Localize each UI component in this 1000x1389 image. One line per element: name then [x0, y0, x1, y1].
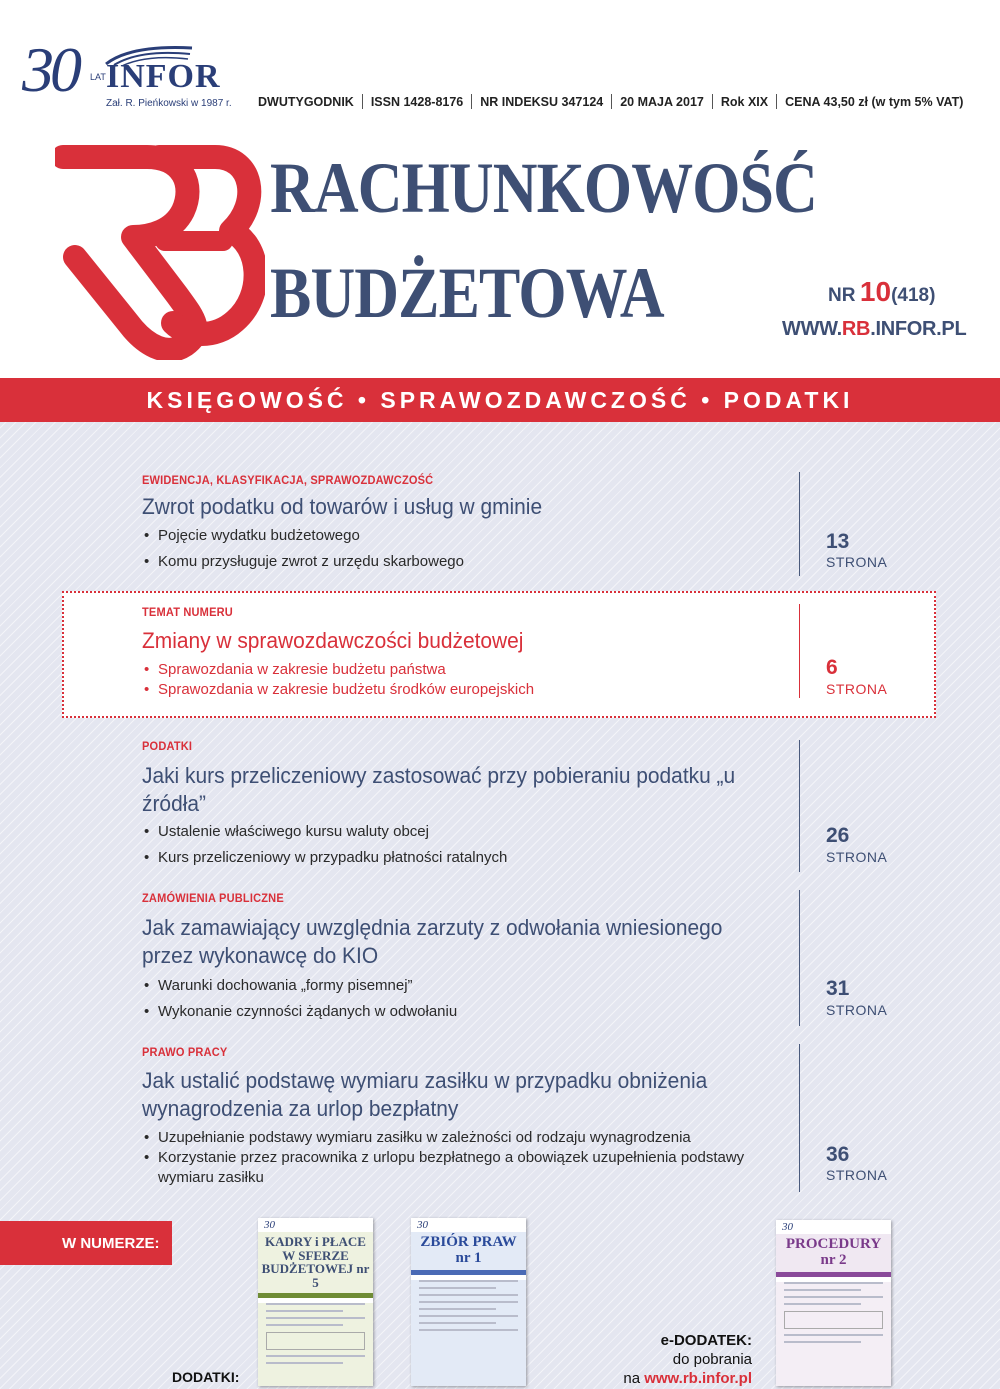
- page-label: STRONA: [826, 681, 888, 697]
- page-number: 26: [826, 824, 850, 847]
- article-section: PRAWO PRACY: [142, 1045, 228, 1059]
- article-bullets: [142, 526, 782, 572]
- in-issue-label: W NUMERZE:: [62, 1235, 160, 1252]
- list-item: • Pojęcie wydatku budżetowego: [142, 526, 782, 546]
- category-band: [0, 378, 1000, 422]
- infor-anniversary-logo: [22, 34, 252, 128]
- meta-separator: [471, 94, 472, 109]
- divider: [799, 890, 800, 1026]
- masthead: [0, 0, 1000, 378]
- anniversary-number: 30: [22, 34, 78, 105]
- list-item: • Warunki dochowania „formy pisemnej”: [142, 976, 782, 996]
- meta-date: 20 MAJA 2017: [620, 94, 704, 109]
- list-item: • Sprawozdania w zakresie budżetu państwa: [142, 660, 782, 680]
- article-headline: Zmiany w sprawozdawczości budżetowej: [142, 628, 524, 653]
- article-bullets: [142, 660, 782, 700]
- issue-number-value: 10: [859, 276, 892, 307]
- issue-meta-bar: [258, 94, 963, 109]
- magazine-title-line1: RACHUNKOWOŚĆ: [270, 148, 818, 228]
- page-label: STRONA: [826, 849, 888, 865]
- meta-price: CENA 43,50 zł (w tym 5% VAT): [785, 94, 964, 109]
- category-list: KSIĘGOWOŚĆ • SPRAWOZDAWCZOŚĆ • PODATKI: [146, 386, 854, 413]
- supplements-label: DODATKI:: [172, 1369, 240, 1385]
- page-label: STRONA: [826, 1002, 888, 1018]
- e-supplement-link[interactable]: www.rb.infor.pl: [644, 1370, 752, 1387]
- article-headline: Zwrot podatku od towarów i usług w gminie: [142, 494, 543, 519]
- article-bullets: [142, 1128, 782, 1188]
- list-item: • Sprawozdania w zakresie budżetu środków europejskich: [142, 680, 782, 700]
- magazine-title-line2: BUDŻETOWA: [270, 253, 664, 333]
- page-number: 13: [826, 530, 850, 553]
- supplement-cover-kadry[interactable]: [258, 1218, 373, 1386]
- page-number: 6: [826, 656, 838, 679]
- list-item: • Korzystanie przez pracownika z urlopu bezpłatnego a obowiązek uzupełnienia podstawy wymiaru zasiłku: [142, 1148, 782, 1188]
- issue-number: [828, 276, 935, 308]
- supplement-cover-zbior-praw[interactable]: [411, 1218, 526, 1386]
- article-headline: Jaki kurs przeliczeniowy zastosować przy pobieraniu podatku „u źródła”: [142, 763, 736, 816]
- page-label: STRONA: [826, 554, 888, 570]
- e-supplement-info: [623, 1331, 752, 1388]
- supplement-cover-procedury[interactable]: [776, 1220, 891, 1386]
- url-prefix: WWW.: [782, 318, 842, 340]
- anniversary-unit: LAT: [90, 72, 106, 82]
- divider: [799, 1044, 800, 1192]
- supplement-title: PROCEDURY nr 2: [776, 1234, 891, 1272]
- meta-year: Rok XIX: [720, 94, 769, 109]
- article-section: EWIDENCJA, KLASYFIKACJA, SPRAWOZDAWCZOŚĆ: [142, 473, 434, 487]
- supplement-strip: [776, 1272, 891, 1277]
- e-supplement-title: e-DODATEK:: [660, 1332, 752, 1349]
- url-highlight: RB: [841, 318, 871, 340]
- list-item: • Uzupełnianie podstawy wymiaru zasiłku w zależności od rodzaju wynagrodzenia: [142, 1128, 782, 1148]
- list-item: • Komu przysługuje zwrot z urzędu skarbowego: [142, 552, 782, 572]
- divider: [799, 740, 800, 872]
- article-bullets: [142, 976, 782, 1022]
- supplement-body: [258, 1303, 373, 1386]
- meta-frequency: DWUTYGODNIK: [258, 94, 354, 109]
- issue-label: NR: [828, 285, 856, 306]
- list-item: • Ustalenie właściwego kursu waluty obcej: [142, 822, 782, 842]
- anniversary-mark: 30: [264, 1219, 275, 1231]
- meta-issn: ISSN 1428-8176: [370, 94, 464, 109]
- list-item: • Wykonanie czynności żądanych w odwołaniu: [142, 1002, 782, 1022]
- website-link[interactable]: [782, 318, 966, 341]
- publisher-brand: INFOR: [106, 58, 221, 95]
- supplement-body: [411, 1280, 526, 1387]
- anniversary-mark: 30: [782, 1221, 793, 1233]
- supplement-strip: [411, 1270, 526, 1275]
- e-supplement-prefix: na: [623, 1370, 641, 1387]
- article-headline: Jak zamawiający uwzględnia zarzuty z odwołania wniesionego przez wykonawcę do KIO: [142, 915, 723, 968]
- supplement-body: [776, 1282, 891, 1387]
- article-bullets: [142, 822, 782, 868]
- anniversary-mark: 30: [417, 1219, 428, 1231]
- article-section: PODATKI: [142, 739, 193, 753]
- page-label: STRONA: [826, 1167, 888, 1183]
- publisher-founded: Zał. R. Pieńkowski w 1987 r.: [106, 98, 232, 109]
- meta-separator: [712, 94, 713, 109]
- url-suffix: .INFOR.PL: [870, 318, 967, 340]
- meta-index: NR INDEKSU 347124: [480, 94, 604, 109]
- rb-logo-icon: [55, 145, 265, 360]
- meta-separator: [611, 94, 612, 109]
- supplement-strip: [258, 1293, 373, 1298]
- divider: [799, 604, 800, 698]
- list-item: • Kurs przeliczeniowy w przypadku płatności ratalnych: [142, 848, 782, 868]
- meta-separator: [362, 94, 363, 109]
- meta-separator: [776, 94, 777, 109]
- supplement-title: KADRY i PŁACE W SFERZE BUDŻETOWEJ nr 5: [258, 1232, 373, 1293]
- page-number: 36: [826, 1143, 850, 1166]
- article-section: TEMAT NUMERU: [142, 605, 233, 619]
- divider: [799, 472, 800, 576]
- supplement-title: ZBIÓR PRAW nr 1: [411, 1232, 526, 1270]
- article-headline: Jak ustalić podstawę wymiaru zasiłku w przypadku obniżenia wynagrodzenia za urlop bezpłatny: [142, 1068, 708, 1121]
- e-supplement-text: do pobrania: [672, 1351, 752, 1368]
- article-section: ZAMÓWIENIA PUBLICZNE: [142, 891, 284, 905]
- issue-total: (418): [891, 285, 936, 306]
- page-number: 31: [826, 977, 850, 1000]
